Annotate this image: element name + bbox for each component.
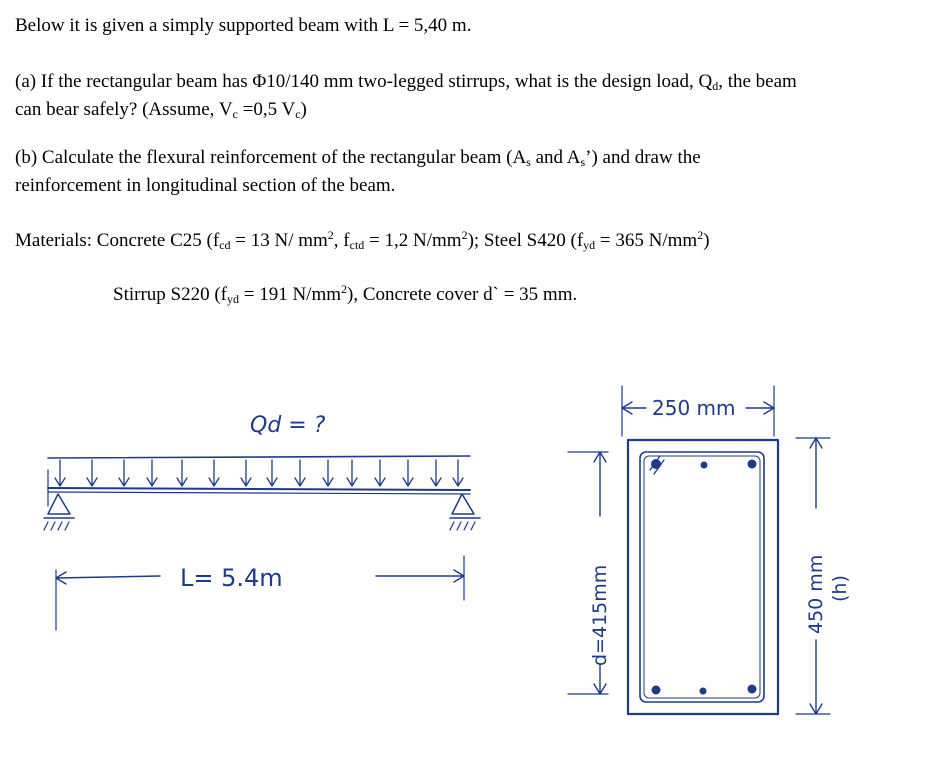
load-arrow: [241, 460, 251, 486]
load-arrow: [375, 460, 385, 486]
right-support: [450, 494, 480, 530]
load-arrow: [347, 460, 357, 486]
load-arrow: [55, 460, 65, 486]
left-support: [44, 470, 74, 530]
stirrup-inner: [644, 456, 760, 698]
height-label: 450 mm: [805, 554, 827, 634]
beam-load-diagram: [44, 413, 480, 630]
load-arrow: [403, 460, 413, 486]
beam-line: [48, 488, 470, 490]
load-arrow: [177, 460, 187, 486]
load-arrow: [87, 460, 97, 486]
stirrup: [640, 452, 764, 702]
span-line-left: [56, 576, 160, 578]
span-label: L= 5.4m: [180, 564, 283, 592]
intro-text: Below it is given a simply supported beam with L = 5,40 m.: [15, 15, 472, 36]
section-outline: [628, 440, 778, 714]
cross-section: [568, 386, 851, 714]
load-arrow: [147, 460, 157, 486]
load-arrows: [55, 460, 463, 486]
load-arrow: [295, 460, 305, 486]
beam-line-bottom: [48, 492, 470, 494]
width-label: 250 mm: [652, 396, 736, 420]
effective-depth-label: d=415mm: [589, 564, 611, 666]
beam-figure: [0, 330, 952, 769]
part-b-text: (b) Calculate the flexural reinforcement of the rectangular beam ($A_s$ and $A_s$’) and draw the reinforcement in longitudinal section of the beam.: [15, 147, 701, 196]
stirrup-text: Stirrup S220 ($f_{yd} = 191$ $N/mm^2$), Concrete cover d` = 35 mm.: [113, 282, 578, 306]
part-a-text: (a) If the rectangular beam has Φ10/140 mm two-legged stirrups, what is the design load, $Q_d$, the beam can bear safely? (Assume, $V_c =0,5$ $V_c$): [15, 71, 797, 121]
load-arrow: [323, 460, 333, 486]
height-note: (h): [829, 575, 851, 602]
load-arrow: [119, 460, 129, 486]
rebars: [651, 459, 757, 695]
load-arrow: [431, 460, 441, 486]
materials-text: Materials: Concrete C25 ($f_{cd} = 13$ N/ $mm^2$, $f_{ctd} = 1,2$ $N/mm^2$); Steel S420 ($f_{yd} = 365$ $N/mm^2$): [15, 228, 710, 252]
load-line: [48, 456, 470, 458]
load-label: Qd = ?: [250, 413, 326, 438]
load-arrow: [453, 460, 463, 486]
load-arrow: [267, 460, 277, 486]
load-arrow: [209, 460, 219, 486]
